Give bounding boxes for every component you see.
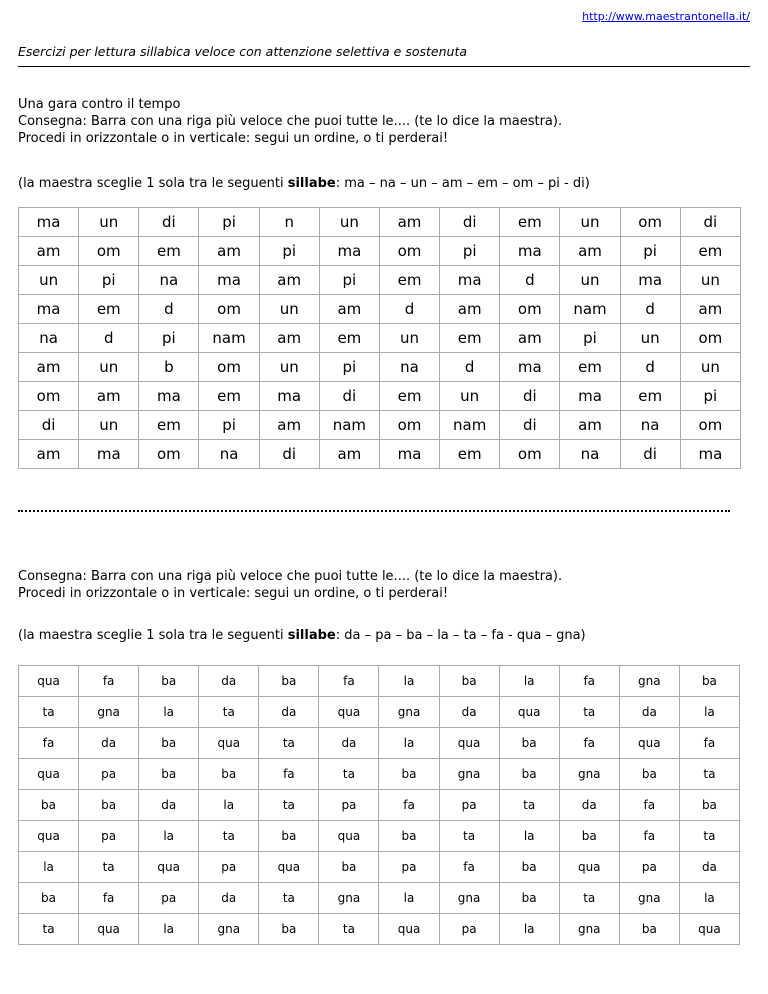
syllable-cell[interactable]: pi — [319, 353, 379, 382]
syllable-cell[interactable]: ta — [319, 759, 379, 790]
syllable-cell[interactable]: qua — [319, 697, 379, 728]
syllable-cell[interactable]: d — [440, 353, 500, 382]
exercise2-instruction-line: Consegna: Barra con una riga più veloce che puoi tutte le.... (te lo dice la maestra). — [18, 569, 563, 584]
syllable-cell[interactable]: om — [79, 237, 139, 266]
choice-prefix: (la maestra sceglie 1 sola tra le seguenti — [18, 176, 288, 191]
syllable-cell[interactable]: ma — [560, 382, 620, 411]
syllable-cell[interactable]: om — [379, 237, 439, 266]
syllable-cell[interactable]: qua — [79, 914, 139, 945]
syllable-cell[interactable]: un — [79, 353, 139, 382]
syllable-cell[interactable]: ba — [139, 728, 199, 759]
syllable-cell[interactable]: ma — [199, 266, 259, 295]
syllable-cell[interactable]: di — [620, 440, 680, 469]
syllable-cell[interactable]: pa — [79, 821, 139, 852]
syllable-cell[interactable]: da — [439, 697, 499, 728]
choice-keyword: sillabe — [287, 628, 336, 643]
syllable-cell[interactable]: em — [620, 382, 680, 411]
syllable-cell[interactable]: ma — [259, 382, 319, 411]
syllable-cell[interactable]: b — [139, 353, 199, 382]
syllable-cell[interactable]: am — [259, 324, 319, 353]
syllable-cell[interactable]: ta — [19, 697, 79, 728]
syllable-cell[interactable]: am — [319, 295, 379, 324]
syllable-cell[interactable]: d — [79, 324, 139, 353]
syllable-cell[interactable]: ba — [559, 821, 619, 852]
syllable-cell[interactable]: la — [199, 790, 259, 821]
syllable-cell[interactable]: pi — [199, 208, 259, 237]
syllable-cell[interactable]: gna — [439, 759, 499, 790]
syllable-cell[interactable]: ta — [19, 914, 79, 945]
syllable-cell[interactable]: gna — [559, 914, 619, 945]
syllable-cell[interactable]: na — [379, 353, 439, 382]
choice-keyword: sillabe — [287, 176, 336, 191]
syllable-cell[interactable]: ma — [680, 440, 740, 469]
syllable-cell[interactable]: la — [679, 883, 739, 914]
syllable-cell[interactable]: om — [620, 208, 680, 237]
syllable-cell[interactable]: fa — [79, 883, 139, 914]
syllable-cell[interactable]: gna — [79, 697, 139, 728]
syllable-cell[interactable]: fa — [319, 666, 379, 697]
syllable-cell[interactable]: am — [680, 295, 740, 324]
syllable-cell[interactable]: un — [259, 353, 319, 382]
syllable-cell[interactable]: pi — [139, 324, 199, 353]
syllable-cell[interactable]: om — [680, 324, 740, 353]
syllable-cell[interactable]: em — [440, 324, 500, 353]
syllable-cell[interactable]: ba — [619, 914, 679, 945]
syllable-cell[interactable]: la — [679, 697, 739, 728]
syllable-cell[interactable]: om — [19, 382, 79, 411]
syllable-cell[interactable]: ba — [139, 759, 199, 790]
syllable-cell[interactable]: pa — [379, 852, 439, 883]
syllable-cell[interactable]: ta — [679, 759, 739, 790]
syllable-cell[interactable]: am — [19, 440, 79, 469]
syllable-cell[interactable]: pa — [619, 852, 679, 883]
syllable-cell[interactable]: fa — [259, 759, 319, 790]
syllable-cell[interactable]: am — [560, 411, 620, 440]
syllable-cell[interactable]: di — [319, 382, 379, 411]
syllable-cell[interactable]: un — [680, 266, 740, 295]
syllable-cell[interactable]: fa — [79, 666, 139, 697]
syllable-cell[interactable]: la — [499, 821, 559, 852]
syllable-cell[interactable]: un — [680, 353, 740, 382]
syllable-cell[interactable]: em — [319, 324, 379, 353]
syllable-cell[interactable]: ta — [559, 697, 619, 728]
exercise2-instructions — [18, 568, 562, 602]
choice-prefix: (la maestra sceglie 1 sola tra le seguenti — [18, 628, 288, 643]
grid-row — [19, 237, 741, 266]
grid-row — [19, 914, 740, 945]
syllable-cell[interactable]: d — [620, 353, 680, 382]
syllable-cell[interactable]: gna — [319, 883, 379, 914]
syllable-cell[interactable]: pi — [560, 324, 620, 353]
syllable-cell[interactable]: am — [19, 353, 79, 382]
syllable-cell[interactable]: un — [620, 324, 680, 353]
syllable-cell[interactable]: qua — [379, 914, 439, 945]
choice-list: : da – pa – ba – la – ta – fa - qua – gna) — [335, 628, 586, 643]
syllable-cell[interactable]: la — [499, 666, 559, 697]
grid-row — [19, 821, 740, 852]
site-link[interactable]: http://www.maestrantonella.it/ — [582, 10, 750, 23]
syllable-cell[interactable]: gna — [619, 883, 679, 914]
grid-row — [19, 324, 741, 353]
grid-row — [19, 353, 741, 382]
syllable-cell[interactable]: am — [199, 237, 259, 266]
syllable-cell[interactable]: gna — [379, 697, 439, 728]
syllable-cell[interactable]: ta — [319, 914, 379, 945]
grid-row — [19, 440, 741, 469]
exercise1-instruction-line: Procedi in orizzontale o in verticale: segui un ordine, o ti perderai! — [18, 131, 449, 146]
syllable-cell[interactable]: un — [79, 208, 139, 237]
grid-row — [19, 852, 740, 883]
syllable-cell[interactable]: un — [79, 411, 139, 440]
choice-list: : ma – na – un – am – em – om – pi - di) — [335, 176, 590, 191]
syllable-cell[interactable]: om — [199, 353, 259, 382]
syllable-cell[interactable]: di — [440, 208, 500, 237]
syllable-cell[interactable]: am — [79, 382, 139, 411]
syllable-cell[interactable]: ta — [259, 728, 319, 759]
syllable-cell[interactable]: ba — [19, 883, 79, 914]
syllable-cell[interactable]: om — [500, 440, 560, 469]
syllable-cell[interactable]: ba — [199, 759, 259, 790]
syllable-cell[interactable]: em — [379, 382, 439, 411]
syllable-cell[interactable]: qua — [439, 728, 499, 759]
syllable-cell[interactable]: da — [139, 790, 199, 821]
syllable-cell[interactable]: ta — [679, 821, 739, 852]
syllable-cell[interactable]: em — [379, 266, 439, 295]
grid-row — [19, 728, 740, 759]
syllable-cell[interactable]: ma — [500, 237, 560, 266]
syllable-cell[interactable]: di — [680, 208, 740, 237]
syllable-cell[interactable]: un — [560, 266, 620, 295]
syllable-cell[interactable]: ba — [79, 790, 139, 821]
syllable-cell[interactable]: qua — [559, 852, 619, 883]
exercise1-title: Una gara contro il tempo — [18, 97, 181, 112]
syllable-cell[interactable]: pi — [319, 266, 379, 295]
syllable-cell[interactable]: gna — [199, 914, 259, 945]
syllable-cell[interactable]: ba — [679, 790, 739, 821]
grid-row — [19, 883, 740, 914]
grid-row — [19, 295, 741, 324]
syllable-cell[interactable]: om — [139, 440, 199, 469]
syllable-cell[interactable]: ta — [499, 790, 559, 821]
syllable-cell[interactable]: em — [560, 353, 620, 382]
syllable-cell[interactable]: pa — [439, 790, 499, 821]
syllable-cell[interactable]: na — [139, 266, 199, 295]
syllable-cell[interactable]: la — [379, 728, 439, 759]
syllable-cell[interactable]: nam — [560, 295, 620, 324]
syllable-cell[interactable]: pa — [319, 790, 379, 821]
syllable-cell[interactable]: ta — [199, 697, 259, 728]
syllable-cell[interactable]: ma — [19, 295, 79, 324]
grid-row — [19, 411, 741, 440]
syllable-cell[interactable]: ba — [499, 759, 559, 790]
syllable-cell[interactable]: qua — [199, 728, 259, 759]
syllable-cell[interactable]: un — [379, 324, 439, 353]
syllable-cell[interactable]: em — [440, 440, 500, 469]
syllable-cell[interactable]: pi — [259, 237, 319, 266]
syllable-cell[interactable]: em — [500, 208, 560, 237]
syllable-cell[interactable]: gna — [619, 666, 679, 697]
exercise1-syllable-grid — [18, 207, 741, 469]
grid-row — [19, 790, 740, 821]
syllable-cell[interactable]: la — [379, 883, 439, 914]
exercise1-instructions — [18, 96, 562, 147]
syllable-cell[interactable]: qua — [619, 728, 679, 759]
syllable-cell[interactable]: ma — [79, 440, 139, 469]
syllable-cell[interactable]: pi — [440, 237, 500, 266]
syllable-cell[interactable]: ba — [379, 821, 439, 852]
syllable-cell[interactable]: ta — [259, 790, 319, 821]
syllable-cell[interactable]: em — [139, 237, 199, 266]
syllable-cell[interactable]: em — [199, 382, 259, 411]
syllable-cell[interactable]: am — [259, 266, 319, 295]
grid-row — [19, 266, 741, 295]
syllable-cell[interactable]: pi — [620, 237, 680, 266]
syllable-cell[interactable]: da — [259, 697, 319, 728]
syllable-cell[interactable]: pa — [139, 883, 199, 914]
syllable-cell[interactable]: d — [379, 295, 439, 324]
syllable-cell[interactable]: ba — [379, 759, 439, 790]
syllable-cell[interactable]: om — [379, 411, 439, 440]
syllable-cell[interactable]: da — [79, 728, 139, 759]
syllable-cell[interactable]: ma — [19, 208, 79, 237]
syllable-cell[interactable]: un — [19, 266, 79, 295]
syllable-cell[interactable]: ma — [440, 266, 500, 295]
syllable-cell[interactable]: ba — [679, 666, 739, 697]
syllable-cell[interactable]: fa — [19, 728, 79, 759]
syllable-cell[interactable]: la — [139, 697, 199, 728]
syllable-cell[interactable]: qua — [19, 666, 79, 697]
syllable-cell[interactable]: ma — [319, 237, 379, 266]
syllable-cell[interactable]: d — [139, 295, 199, 324]
syllable-cell[interactable]: ma — [139, 382, 199, 411]
syllable-cell[interactable]: da — [559, 790, 619, 821]
syllable-cell[interactable]: am — [259, 411, 319, 440]
syllable-cell[interactable]: am — [560, 237, 620, 266]
syllable-cell[interactable]: la — [19, 852, 79, 883]
syllable-cell[interactable]: ta — [259, 883, 319, 914]
syllable-cell[interactable]: qua — [319, 821, 379, 852]
syllable-cell[interactable]: un — [319, 208, 379, 237]
syllable-cell[interactable]: ta — [439, 821, 499, 852]
syllable-cell[interactable]: om — [680, 411, 740, 440]
syllable-cell[interactable]: em — [680, 237, 740, 266]
syllable-cell[interactable]: em — [139, 411, 199, 440]
syllable-cell[interactable]: ta — [79, 852, 139, 883]
syllable-cell[interactable]: pa — [439, 914, 499, 945]
syllable-cell[interactable]: na — [19, 324, 79, 353]
syllable-cell[interactable]: na — [199, 440, 259, 469]
syllable-cell[interactable]: un — [560, 208, 620, 237]
syllable-cell[interactable]: la — [139, 821, 199, 852]
syllable-cell[interactable]: di — [139, 208, 199, 237]
syllable-cell[interactable]: la — [379, 666, 439, 697]
syllable-cell[interactable]: nam — [440, 411, 500, 440]
syllable-cell[interactable]: di — [500, 411, 560, 440]
syllable-cell[interactable]: nam — [319, 411, 379, 440]
grid-row — [19, 666, 740, 697]
syllable-cell[interactable]: ma — [620, 266, 680, 295]
syllable-cell[interactable]: ba — [259, 914, 319, 945]
syllable-cell[interactable]: ba — [499, 728, 559, 759]
syllable-cell[interactable]: un — [259, 295, 319, 324]
exercise2-instruction-line: Procedi in orizzontale o in verticale: segui un ordine, o ti perderai! — [18, 586, 449, 601]
syllable-cell[interactable]: am — [319, 440, 379, 469]
syllable-cell[interactable]: ba — [259, 821, 319, 852]
syllable-cell[interactable]: ba — [139, 666, 199, 697]
syllable-cell[interactable]: pa — [79, 759, 139, 790]
syllable-cell[interactable]: n — [259, 208, 319, 237]
grid-row — [19, 208, 741, 237]
header-rule — [18, 66, 750, 67]
syllable-cell[interactable]: qua — [499, 697, 559, 728]
syllable-cell[interactable]: am — [500, 324, 560, 353]
syllable-cell[interactable]: di — [500, 382, 560, 411]
grid-row — [19, 759, 740, 790]
syllable-cell[interactable]: gna — [439, 883, 499, 914]
syllable-cell[interactable]: am — [19, 237, 79, 266]
syllable-cell[interactable]: om — [500, 295, 560, 324]
syllable-cell[interactable]: ba — [499, 883, 559, 914]
syllable-cell[interactable]: d — [620, 295, 680, 324]
exercise1-syllable-choice — [18, 176, 590, 191]
syllable-cell[interactable]: di — [19, 411, 79, 440]
section-separator — [18, 510, 730, 512]
syllable-cell[interactable]: d — [500, 266, 560, 295]
syllable-cell[interactable]: ba — [259, 666, 319, 697]
syllable-cell[interactable]: la — [139, 914, 199, 945]
exercise2-syllable-choice — [18, 628, 586, 643]
syllable-cell[interactable]: ma — [379, 440, 439, 469]
syllable-cell[interactable]: da — [199, 883, 259, 914]
syllable-cell[interactable]: am — [440, 295, 500, 324]
syllable-cell[interactable]: qua — [259, 852, 319, 883]
syllable-cell[interactable]: la — [499, 914, 559, 945]
syllable-cell[interactable]: om — [199, 295, 259, 324]
syllable-cell[interactable]: qua — [139, 852, 199, 883]
syllable-cell[interactable]: pa — [199, 852, 259, 883]
syllable-cell[interactable]: ma — [500, 353, 560, 382]
syllable-cell[interactable]: pi — [680, 382, 740, 411]
grid-row — [19, 382, 741, 411]
syllable-cell[interactable]: na — [560, 440, 620, 469]
syllable-cell[interactable]: ba — [319, 852, 379, 883]
syllable-cell[interactable]: ba — [439, 666, 499, 697]
syllable-cell[interactable]: ta — [199, 821, 259, 852]
syllable-cell[interactable]: da — [199, 666, 259, 697]
syllable-cell[interactable]: fa — [619, 790, 679, 821]
syllable-cell[interactable]: fa — [679, 728, 739, 759]
exercise2-syllable-grid — [18, 665, 740, 945]
syllable-cell[interactable]: fa — [439, 852, 499, 883]
syllable-cell[interactable]: fa — [559, 728, 619, 759]
syllable-cell[interactable]: ba — [499, 852, 559, 883]
syllable-cell[interactable]: da — [679, 852, 739, 883]
syllable-cell[interactable]: ta — [559, 883, 619, 914]
syllable-cell[interactable]: ba — [19, 790, 79, 821]
syllable-cell[interactable]: gna — [559, 759, 619, 790]
syllable-cell[interactable]: pi — [199, 411, 259, 440]
syllable-cell[interactable]: fa — [379, 790, 439, 821]
syllable-cell[interactable]: na — [620, 411, 680, 440]
syllable-cell[interactable]: da — [319, 728, 379, 759]
syllable-cell[interactable]: di — [259, 440, 319, 469]
grid-row — [19, 697, 740, 728]
syllable-cell[interactable]: fa — [559, 666, 619, 697]
syllable-cell[interactable]: nam — [199, 324, 259, 353]
syllable-cell[interactable]: fa — [619, 821, 679, 852]
exercise1-instruction-line: Consegna: Barra con una riga più veloce che puoi tutte le.... (te lo dice la maestra). — [18, 114, 563, 129]
syllable-cell[interactable]: qua — [19, 821, 79, 852]
syllable-cell[interactable]: un — [440, 382, 500, 411]
document-subtitle: Esercizi per lettura sillabica veloce con attenzione selettiva e sostenuta — [18, 44, 468, 59]
syllable-cell[interactable]: ba — [619, 759, 679, 790]
syllable-cell[interactable]: qua — [19, 759, 79, 790]
syllable-cell[interactable]: qua — [679, 914, 739, 945]
syllable-cell[interactable]: pi — [79, 266, 139, 295]
syllable-cell[interactable]: em — [79, 295, 139, 324]
syllable-cell[interactable]: am — [379, 208, 439, 237]
syllable-cell[interactable]: da — [619, 697, 679, 728]
